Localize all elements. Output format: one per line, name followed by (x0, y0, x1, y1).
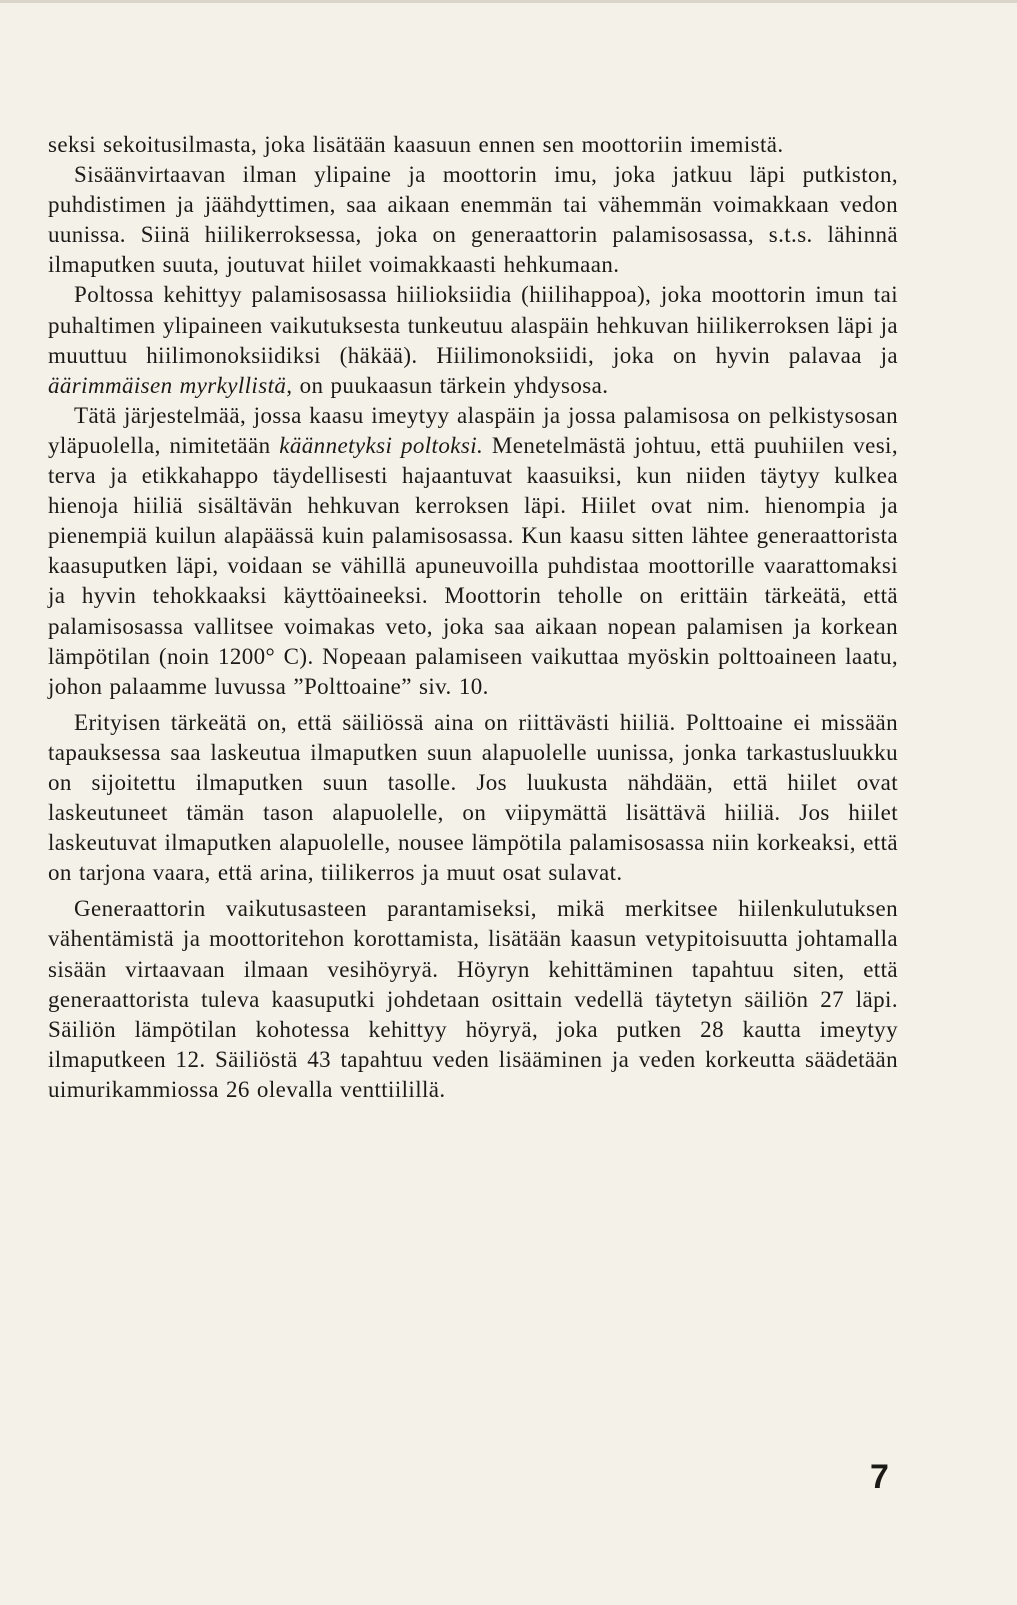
paragraph (48, 708, 898, 889)
italic-text-run: käännetyksi poltoksi. (279, 432, 484, 458)
text-run: seksi sekoitusilmasta, joka lisätään kaasuun ennen sen moottoriin imemistä. (48, 132, 784, 157)
body-text (48, 130, 898, 1105)
text-run: Menetelmästä johtuu, että puuhiilen vesi, terva ja etikkahappo täydellisesti hajaantuvat kaasuiksi, kun niiden täytyy kulkea hienoja hiiliä sisältävän hehkuvan kerroksen läpi. Hiilet ovat nim. hienompia ja pienempiä kuilun alapäässä kuin palamisosassa. Kun kaasu sitten lähtee generaattorista kaasuputken läpi, voidaan se vähillä apuneuvoilla puhdistaa moottorille vaarattomaksi ja hyvin tehokkaaksi käyttöaineeksi. Moottorin teholle on erittäin tärkeätä, että palamisosassa vallitsee voimakas veto, joka saa aikaan nopean palamisen ja korkean lämpötilan (noin 1200° C). Nopeaan palamiseen vaikuttaa myöskin polttoaineen laatu, johon palaamme luvussa ”Polttoaine” siv. 10. (48, 432, 898, 699)
paragraph (48, 280, 898, 400)
text-run: Generaattorin vaikutusasteen parantamiseksi, mikä merkitsee hiilenkulutuksen vähentämistä ja moottoritehon korottamista, lisätään kaasun vetypitoisuutta johtamalla sisään virtaavaan ilmaan vesihöyryä. Höyryn kehittäminen tapahtuu siten, että generaattorista tuleva kaasuputki johdetaan osittain vedellä täytetyn säiliön 27 läpi. Säiliön lämpötilan kohotessa kehittyy höyryä, joka putken 28 kautta imeytyy ilmaputkeen 12. Säiliöstä 43 tapahtuu veden lisääminen ja veden korkeutta säädetään uimurikammiossa 26 olevalla venttiilillä. (48, 896, 898, 1102)
paragraph (48, 894, 898, 1105)
paragraph (48, 160, 898, 280)
document-page (48, 0, 898, 1605)
italic-text-run: äärimmäisen myrkyllistä, (48, 372, 293, 398)
page-number: 7 (870, 1458, 889, 1496)
text-run: Erityisen tärkeätä on, että säiliössä aina on riittävästi hiiliä. Polttoaine ei missään tapauksessa saa laskeutua ilmaputken suun alapuolelle uunissa, jonka tarkastusluukku on sijoitettu ilmaputken suun tasolle. Jos luukusta nähdään, että hiilet ovat laskeutuneet tämän tason alapuolelle, on viipymättä lisättävä hiiliä. Jos hiilet laskeutuvat ilmaputken alapuolelle, nousee lämpötila palamisosassa niin korkeaksi, että on tarjona vaara, että arina, tiilikerros ja muut osat sulavat. (48, 709, 898, 886)
text-run: Sisäänvirtaavan ilman ylipaine ja moottorin imu, joka jatkuu läpi putkiston, puhdistimen ja jäähdyttimen, saa aikaan enemmän tai vähemmän voimakkaan vedon uunissa. Siinä hiilikerroksessa, joka on generaattorin palamisosassa, s.t.s. lähinnä ilmaputken suuta, joutuvat hiilet voimakkaasti hehkumaan. (48, 162, 898, 278)
text-run: on puukaasun tärkein yhdysosa. (292, 372, 609, 398)
paragraph (48, 401, 898, 702)
text-run: Tätä järjestelmää, jossa kaasu imeytyy alaspäin ja jossa palamisosa on pelkistysosan yläpuolella, nimitetään (48, 402, 898, 458)
paragraph (48, 130, 898, 160)
text-run: Poltossa kehittyy palamisosassa hiilioksiidia (hiilihappoa), joka moottorin imun tai puhaltimen ylipaineen vaikutuksesta tunkeutuu alaspäin hehkuvan hiilikerroksen läpi ja muuttuu hiilimonoksiidiksi (häkää). Hiilimonoksiidi, joka on hyvin palavaa ja (48, 282, 898, 368)
